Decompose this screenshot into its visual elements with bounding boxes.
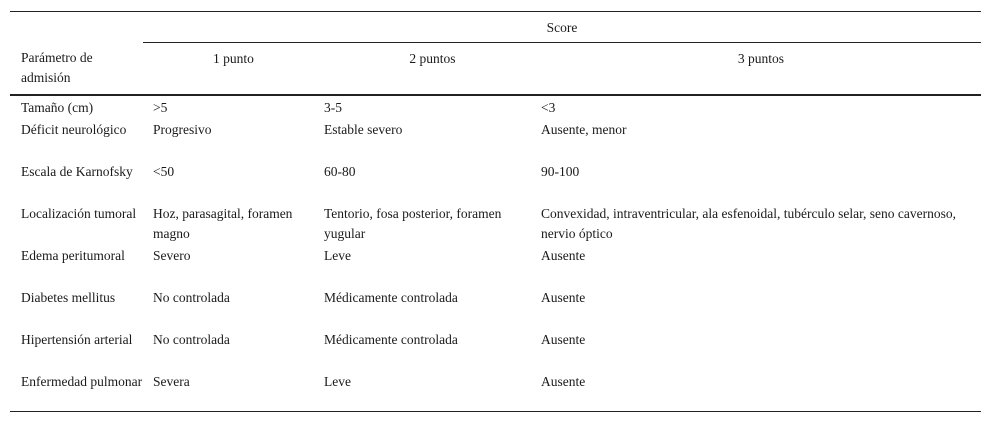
row-3-puntos: Ausente [541,331,586,347]
row-3-puntos: Convexidad, intraventricular, ala esfenoidal, tubérculo selar, seno cavernoso, nervio óptico [541,205,957,241]
row-1-punto: Severa [143,370,324,412]
header-score: Score [143,12,981,43]
row-3-puntos: <3 [541,99,556,115]
row-param: Enfermedad pulmonar [10,370,143,412]
row-2-puntos: Leve [324,370,541,412]
row-param: Déficit neurológico [21,121,127,137]
table-row [10,95,981,118]
row-3-puntos: Ausente [541,370,981,412]
header-1-punto: 1 punto [143,43,324,95]
row-2-puntos: 60-80 [324,163,356,179]
row-1-punto: <50 [153,163,175,179]
row-param: Hipertensión arterial [21,331,133,347]
row-3-puntos: Ausente [541,289,586,305]
score-table [10,11,981,412]
row-1-punto: >5 [153,99,168,115]
row-1-punto: Severo [153,247,191,263]
table-row [10,160,981,202]
table-row [10,118,981,160]
row-param: Diabetes mellitus [21,289,116,305]
table-row [10,328,981,370]
header-3-puntos: 3 puntos [541,43,981,95]
row-2-puntos: Estable severo [324,121,403,137]
row-2-puntos: 3-5 [324,99,342,115]
row-param: Edema peritumoral [21,247,125,263]
row-param: Escala de Karnofsky [21,163,133,179]
row-2-puntos: Leve [324,247,351,263]
header-2-puntos: 2 puntos [324,43,541,95]
row-3-puntos: 90-100 [541,163,580,179]
row-3-puntos: Ausente, menor [541,121,627,137]
row-1-punto: Progresivo [153,121,212,137]
table-row [10,370,981,412]
row-1-punto: Hoz, parasagital, foramen magno [153,205,293,241]
row-1-punto: No controlada [153,289,230,305]
table-row [10,244,981,286]
row-2-puntos: Tentorio, fosa posterior, foramen yugular [324,205,502,241]
row-1-punto: No controlada [153,331,230,347]
score-table-container [10,11,981,412]
table-row [10,286,981,328]
row-3-puntos: Ausente [541,247,586,263]
table-row [10,202,981,244]
header-param: Parámetro de admisión [10,12,143,95]
row-param: Tamaño (cm) [21,99,94,115]
row-param: Localización tumoral [21,205,137,221]
row-2-puntos: Médicamente controlada [324,289,458,305]
row-2-puntos: Médicamente controlada [324,331,458,347]
